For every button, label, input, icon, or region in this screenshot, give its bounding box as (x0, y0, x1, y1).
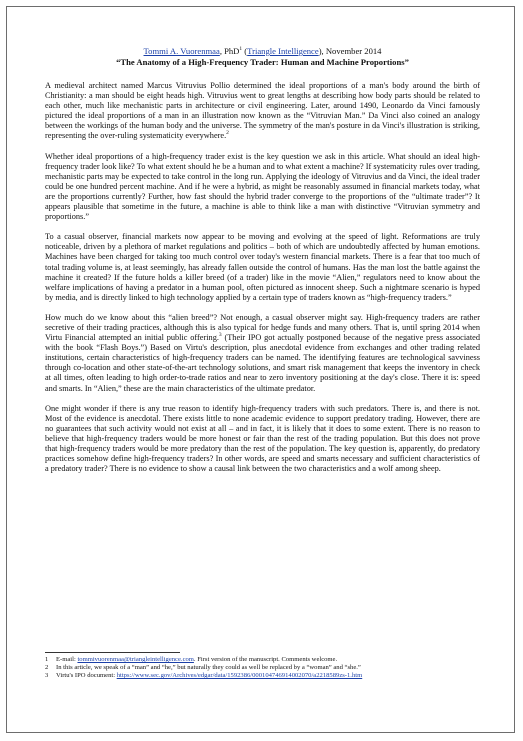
organization-link[interactable]: Triangle Intelligence (247, 46, 319, 56)
author-link[interactable]: Tommi A. Vuorenmaa (143, 46, 220, 56)
ipo-document-link[interactable]: https://www.sec.gov/Archives/edgar/data/1592386/000104746914002070/a2218589zs-1.htm (116, 672, 363, 679)
footnote-3 (45, 672, 480, 680)
paragraph-3 (45, 232, 480, 303)
footnote-text: E-mail: (56, 656, 78, 663)
paragraph-4 (45, 313, 480, 394)
footnote-number: 3 (45, 672, 49, 679)
footnote-ref-2: 2 (226, 130, 229, 137)
footnote-2 (45, 664, 480, 672)
footnote-divider (45, 652, 180, 653)
footnote-text: Virtu's IPO document: (56, 672, 117, 679)
paragraph-text: How much do we know about this “alien breed”? Not enough, a casual observer might say. High-frequency traders are rather secretive of their trading practices, although this is also typical for hedge funds and many others. That is, until spring 2014 when Virtu Financial attempted an initial public offering. (45, 312, 480, 343)
footnote-text-continued: . First version of the manuscript. Comments welcome. (193, 656, 338, 663)
paragraph-2 (45, 152, 480, 223)
footnote-ref-1: 1 (239, 46, 243, 53)
footnote-1 (45, 656, 480, 664)
footnote-ref-3: 3 (218, 332, 222, 339)
paragraph-text: Whether ideal proportions of a high-frequency trader exist is the key question we ask in this article. What should an ideal high-frequency trader look like? To what extent should he be a human and to what extent a machine? If systematicity rules over trading, mechanistic parts may be expected to take control in the long run. Applying the ideology of Vitruvius and da Vinci, the ideal trader could be one hundred percent machine. And if he were a hybrid, as might be reasonably assumed in financial markets today, what are the proportions currently? Further, how fast should the hybrid trader converge to the proportions of the “ultimate trader”? It appears plausible that sometime in the future, a machine is able to think like a man with distinctive “Vitruvian symmetry and proportions.” (45, 151, 480, 222)
footnote-number: 1 (45, 656, 49, 663)
document-body (45, 46, 480, 484)
paragraph-text: One might wonder if there is any true reason to identify high-frequency traders with such predators. There is, and there is not. Most of the evidence is anecdotal. There exists little to none academic evidence to support predatory trading. However, there are no guarantees that such activity would not exist at all – and in fact, it is likely that it does to some extent. There is no reason to believe that high-frequency traders would be more honest or fair than the rest of the trading population. But this does not prove that high-frequency traders would be more predatory than the rest of the population. The key question is, apparently, do predatory practices somehow define high-frequency traders? In other words, are speed and smarts necessary and sufficient characteristics of a predatory trader? There is no evidence to show a causal link between the two characteristics and a wolf among sheep. (45, 403, 480, 474)
document-header (45, 46, 480, 57)
paragraph-text: A medieval architect named Marcus Vitruvius Pollio determined the ideal proportions of a man's body around the birth of Christianity: a man should be eight heads high. Vitruvius went to great lengths at describing how body parts should be related to each other, much like mechanistic parts in architecture or civil engineering. Later, around 1490, Leonardo da Vinci famously pictured the ideal proportions of a man in an illustration now known as the “Vitruvian Man.” Da Vinci also coined an analogy between the workings of the human body and the universe. The symmetry of the man's posture in da Vinci's illustration is striking, representing the over-ruling systematicity everywhere. (45, 81, 480, 141)
org-open: ( (242, 46, 248, 56)
org-close: ), November 2014 (318, 46, 382, 56)
paragraph-5 (45, 404, 480, 475)
paragraph-text-continued: (Their IPO got actually postponed because of the negative press associated with the book “Flash Boys.”) Based on Virtu's description, plus anecdotal evidence from exchanges and other trading related institutions, certain characteristics of high-frequency traders can be named. The identifying features are technological savviness through co-location and other state-of-the-art technology solutions, and smart risk management that keeps the inventory in check at all times, often leading to high order-to-trade ratios and near to zero inventory positioning at the day's close. There it is: speed and smarts. In “Alien,” these are the main characteristics of the ultimate predator. (45, 333, 480, 393)
footnotes-section (45, 652, 480, 680)
paragraph-1 (45, 81, 480, 142)
document-title: “The Anatomy of a High-Frequency Trader: Human and Machine Proportions” (116, 57, 409, 67)
author-suffix: , PhD (219, 46, 240, 56)
email-link[interactable]: tommivuorenmaa@triangleintelligence.com (77, 656, 194, 663)
footnote-number: 2 (45, 664, 49, 671)
paragraph-text: To a casual observer, financial markets now appear to be moving and evolving at the speed of light. Reformations are truly noticeable, driven by a plethora of market regulations and politics – both of which are undoubtedly affected by human emotions. Machines have been charged for taking too much control over today's western financial markets. There is a fear that too much of total trading volume is, at least seemingly, has already fallen outside the control of humans. Has the man lost the battle against the machine it created? If the future holds a killer breed (of a trader) like in the movie “Alien,” regulators need to know about the welfare implications of having a predator in a human pool, often pictured as innocent sheep. Such a nightmare scenario is hyped by media, and is directly linked to high technology applied by a certain type of traders known as “high-frequency traders.” (45, 232, 480, 302)
footnote-text: In this article, we speak of a “man” and “he,” but naturally they could as well be replaced by a “woman” and “she.” (56, 664, 361, 671)
